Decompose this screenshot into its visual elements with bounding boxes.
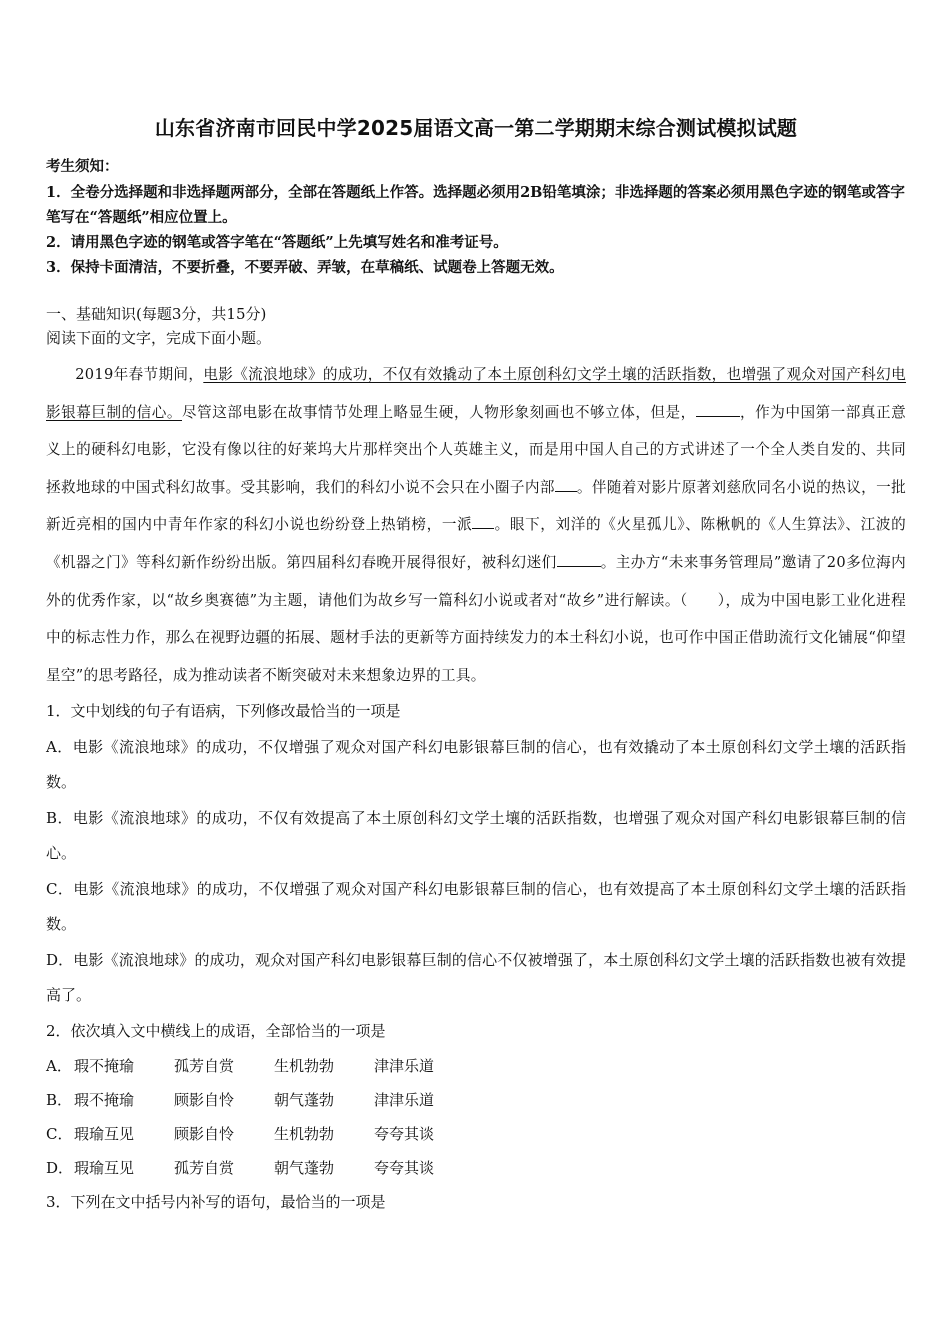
answer-option-row [46,1117,906,1151]
answer-option: B．电影《流浪地球》的成功，不仅有效提高了本土原创科幻文学土壤的活跃指数，也增强了观众对国产科幻电影银幕巨制的信心。 [46,808,906,863]
idiom: 生机勃勃 [274,1057,335,1076]
idiom: 夸夸其谈 [374,1159,435,1178]
passage-text: 尽管这部电影在故事情节处理上略显生硬，人物形象刻画也不够立体，但是， [182,403,696,421]
question-2 [46,1014,906,1186]
exam-page [46,112,906,1221]
question-stem: 3．下列在文中括号内补写的语句，最恰当的一项是 [46,1193,386,1212]
idiom: 瑕不掩瑜 [74,1057,135,1076]
notice-block [46,155,906,280]
fill-blank [472,514,494,529]
fill-blank [555,477,577,492]
section-intro: 阅读下面的文字，完成下面小题。 [46,329,272,347]
passage-text: ，作为中国第一部真正意义上的硬科幻电影，它没有像以往的好莱坞大片那样突出个人英雄主义，而是用中国人自己的方式讲述了一个全人类自发的、共同拯救地球的中国式科幻故事。受其影响，我们的科幻小说不会只在小圈子内部 [46,403,907,496]
passage-text: 。伴随着对影片原著刘慈欣同名小说的热议，一批新近亮相的国内中青年作家的科幻小说也纷纷登上热销榜，一派 [46,478,906,534]
idiom: 顾影自怜 [174,1125,235,1144]
idiom: 夸夸其谈 [374,1125,435,1144]
idiom: 津津乐道 [374,1091,435,1110]
answer-option-row [46,1049,906,1083]
answer-option: C．电影《流浪地球》的成功，不仅增强了观众对国产科幻电影银幕巨制的信心，也有效提高了本土原创科幻文学土壤的活跃指数。 [46,879,906,934]
option-label: B． [46,1091,73,1110]
fill-blank [557,552,601,567]
passage-text: 。眼下，刘洋的《火星孤儿》、陈楸帆的《人生算法》、江波的《机器之门》等科幻新作纷纷出版。第四届科幻春晚开展得很好，被科幻迷们 [46,516,906,571]
passage-text: 。主办方“未来事务管理局”邀请了20多位海内外的优秀作家，以“故乡奥赛德”为主题，请他们为故乡写一篇科幻小说或者对“故乡”进行解读。（ ），成为中国电影工业化进程中的标志性力作，那么在视野边疆的拓展、题材手法的更新等方面持续发力的本土科幻小说，也可作中国正借助流行文化铺展“仰望星空”的思考路径，成为推动读者不断突破对未来想象边界的工具。 [46,553,907,684]
idiom: 顾影自怜 [174,1091,235,1110]
idiom: 朝气蓬勃 [274,1091,335,1110]
passage-text: 2019年春节期间， [75,366,204,383]
idiom: 孤芳自赏 [174,1159,235,1178]
question-stem: 2．依次填入文中横线上的成语，全部恰当的一项是 [46,1021,386,1040]
answer-option: A．电影《流浪地球》的成功，不仅增强了观众对国产科幻电影银幕巨制的信心，也有效撬动了本土原创科幻文学土壤的活跃指数。 [46,737,906,792]
idiom: 生机勃勃 [274,1125,335,1144]
answer-option-row [46,1083,906,1117]
idiom: 瑕不掩瑜 [74,1091,135,1110]
page-title: 山东省济南市回民中学2025届语文高一第二学期期末综合测试模拟试题 [154,116,798,140]
underlined-sentence: 电影《流浪地球》的成功，不仅有效撬动了本土原创科幻文学土壤的活跃指数，也增强了观众对国产科幻电影银幕巨制的信心。 [46,366,907,421]
option-label: C． [46,1125,73,1144]
answer-option-row [46,1151,906,1185]
answer-option: D．电影《流浪地球》的成功，观众对国产科幻电影银幕巨制的信心不仅被增强了，本土原创科幻文学土壤的活跃指数也被有效提高了。 [46,950,906,1005]
section-heading: 一、基础知识(每题3分，共15分) [46,305,267,323]
fill-blank [696,402,740,417]
idiom: 瑕瑜互见 [74,1159,135,1178]
idiom: 朝气蓬勃 [274,1159,335,1178]
notice-heading: 考生须知： [46,158,119,175]
notice-item: 2．请用黑色字迹的钢笔或答字笔在“答题纸”上先填写姓名和准考证号。 [46,234,508,251]
option-label: A． [46,1057,72,1076]
question-3 [46,1185,906,1221]
notice-item: 3．保持卡面清洁，不要折叠，不要弄破、弄皱，在草稿纸、试题卷上答题无效。 [46,259,564,276]
reading-passage [46,356,906,694]
idiom: 津津乐道 [374,1057,435,1076]
option-label: D． [46,1159,74,1178]
notice-item: 1．全卷分选择题和非选择题两部分，全部在答题纸上作答。选择题必须用2B铅笔填涂；非选择题的答案必须用黑色字迹的钢笔或答字笔写在“答题纸”相应位置上。 [46,184,905,226]
idiom: 瑕瑜互见 [74,1125,135,1144]
idiom: 孤芳自赏 [174,1057,235,1076]
question-stem: 1．文中划线的句子有语病，下列修改最恰当的一项是 [46,702,401,721]
question-1 [46,694,906,1014]
